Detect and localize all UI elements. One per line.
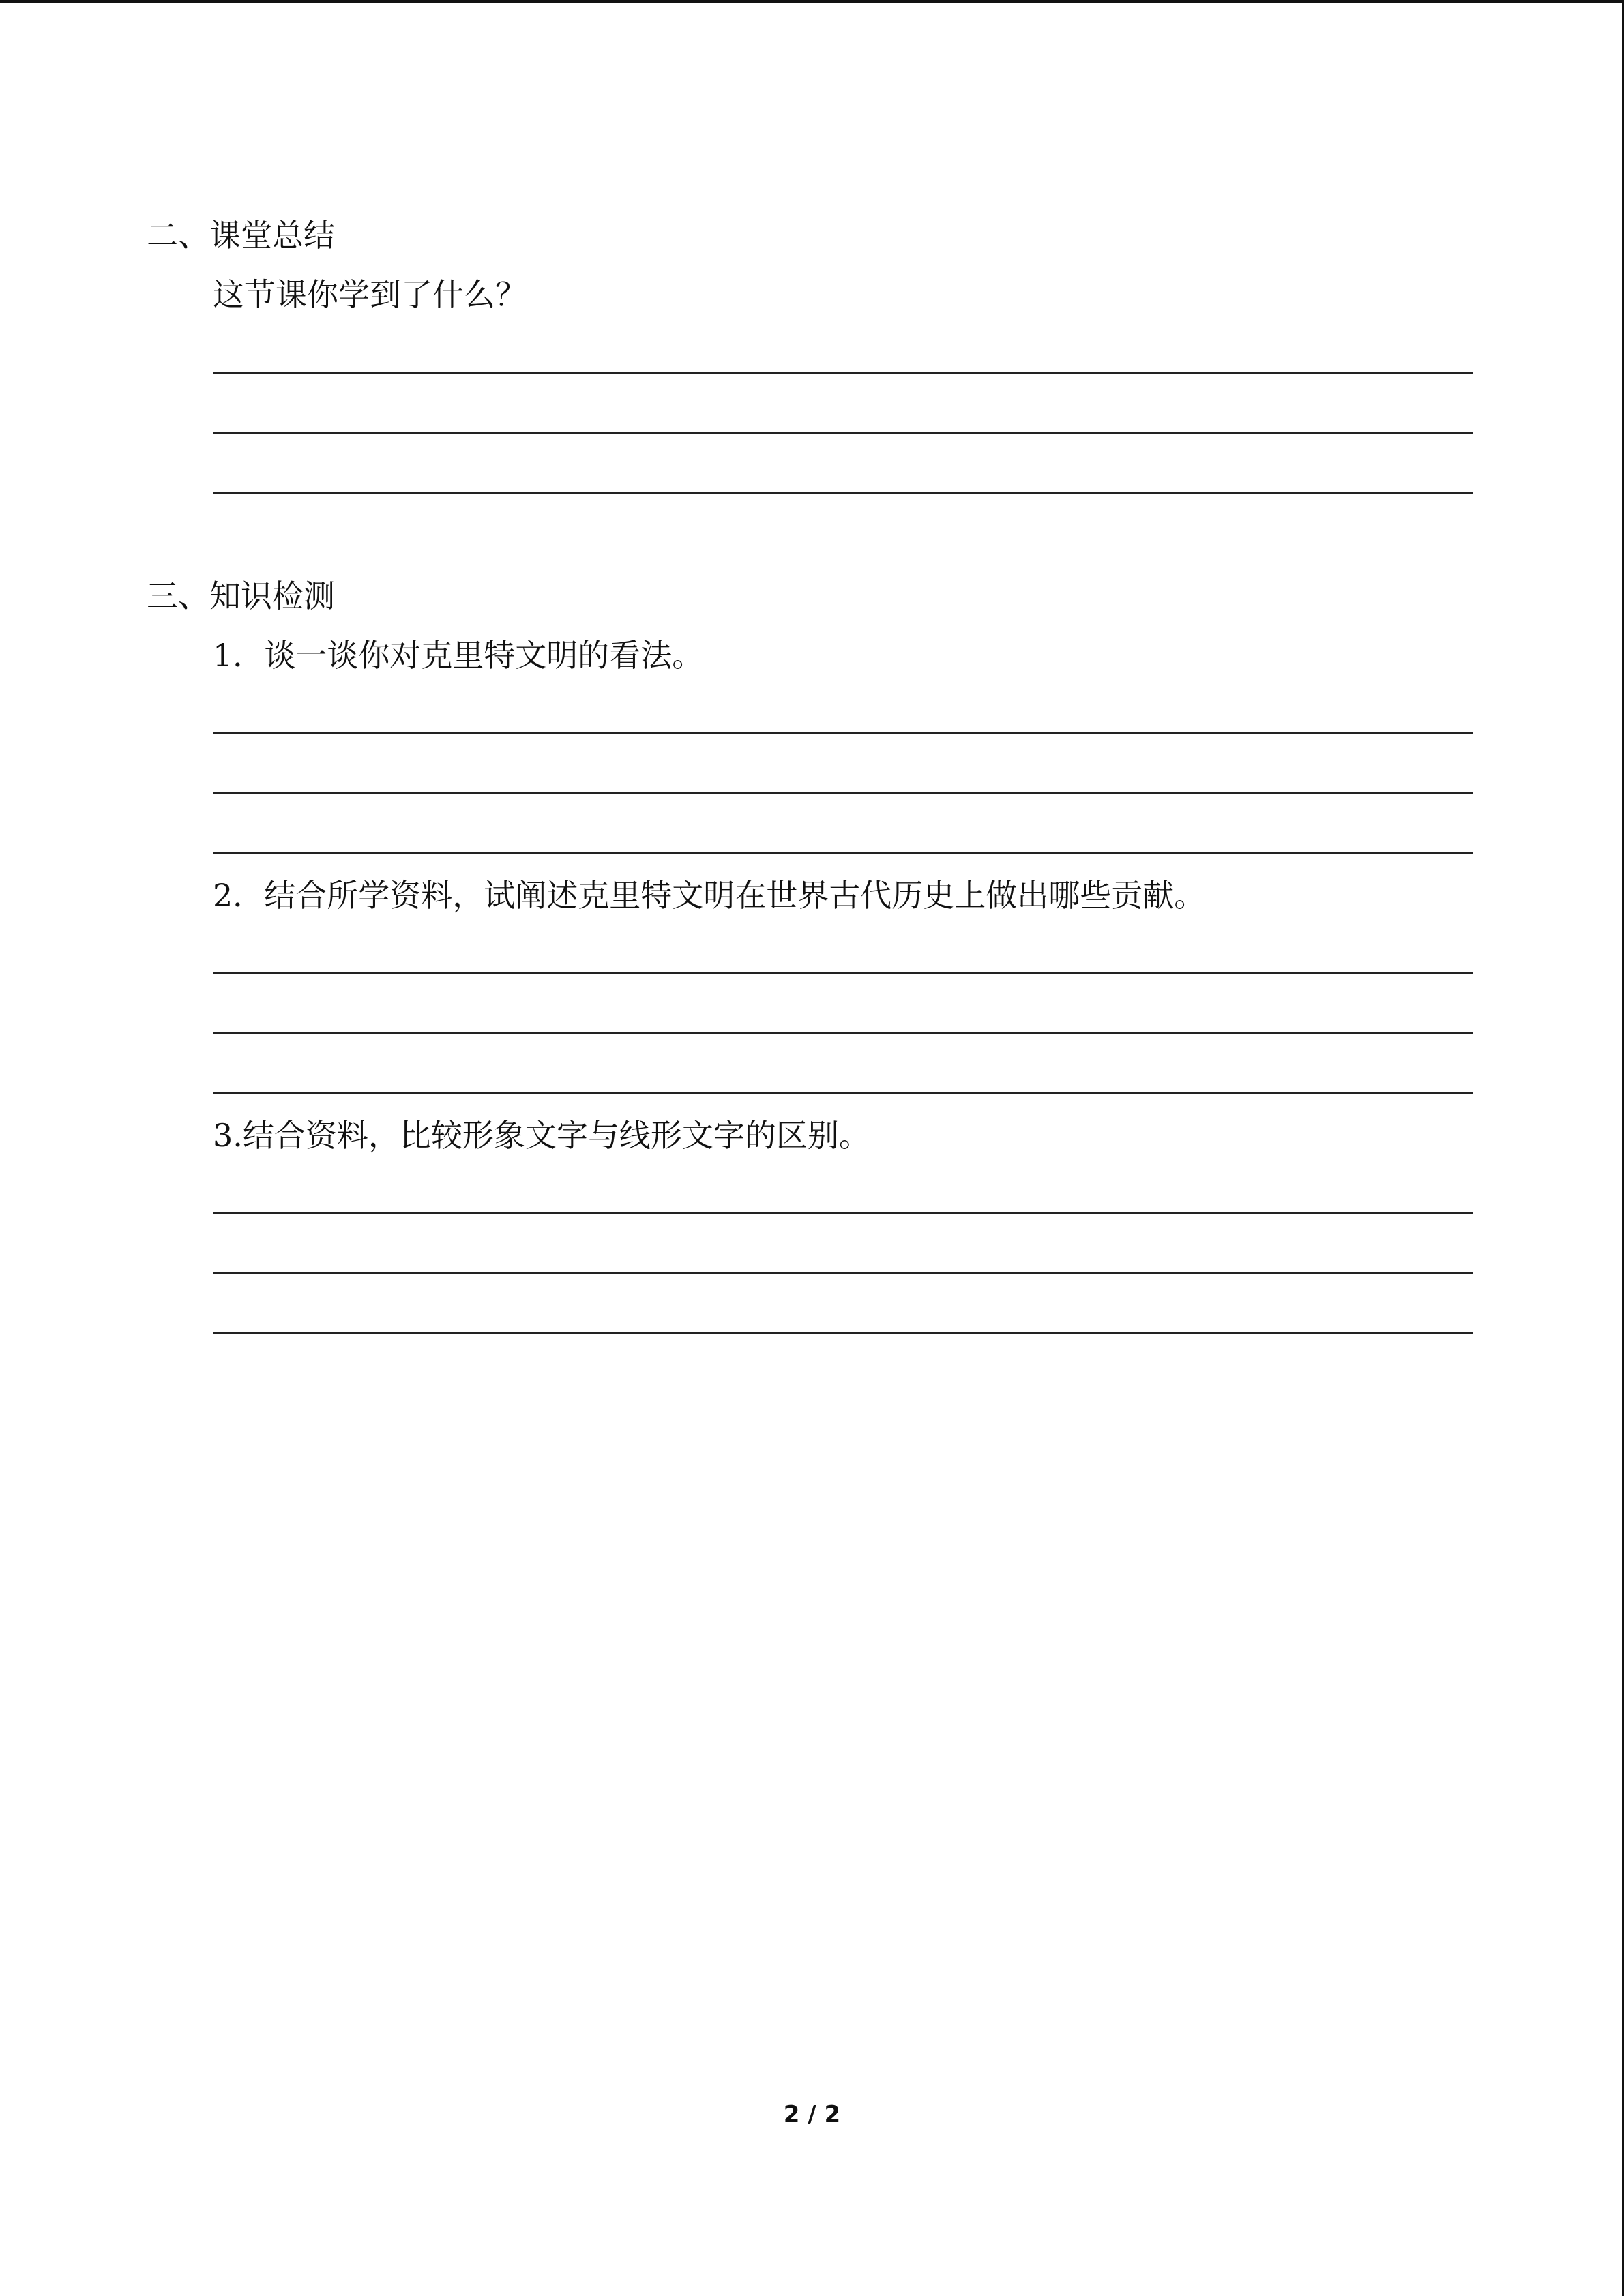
question-3: 3.结合资料，比较形象文字与线形文字的区别。 — [213, 1117, 870, 1154]
answer-line[interactable] — [213, 972, 1473, 974]
answer-line[interactable] — [213, 1092, 1473, 1094]
answer-line[interactable] — [213, 1212, 1473, 1214]
page-number: 2 / 2 — [783, 2101, 841, 2128]
answer-line[interactable] — [213, 372, 1473, 374]
question-summary: 这节课你学到了什么？ — [213, 276, 527, 313]
answer-line[interactable] — [213, 1332, 1473, 1334]
answer-line[interactable] — [213, 432, 1473, 434]
answer-line[interactable] — [213, 732, 1473, 734]
section-heading-knowledge-check: 三、知识检测 — [147, 578, 335, 614]
answer-line[interactable] — [213, 1032, 1473, 1034]
answer-line[interactable] — [213, 1272, 1473, 1274]
answer-line[interactable] — [213, 852, 1473, 854]
question-1: 1．谈一谈你对克里特文明的看法。 — [213, 637, 704, 674]
section-heading-summary: 二、课堂总结 — [147, 217, 335, 254]
page-top-border — [0, 0, 1624, 3]
question-2: 2．结合所学资料，试阐述克里特文明在世界古代历史上做出哪些贡献。 — [213, 877, 1206, 914]
answer-line[interactable] — [213, 492, 1473, 494]
answer-line[interactable] — [213, 792, 1473, 794]
